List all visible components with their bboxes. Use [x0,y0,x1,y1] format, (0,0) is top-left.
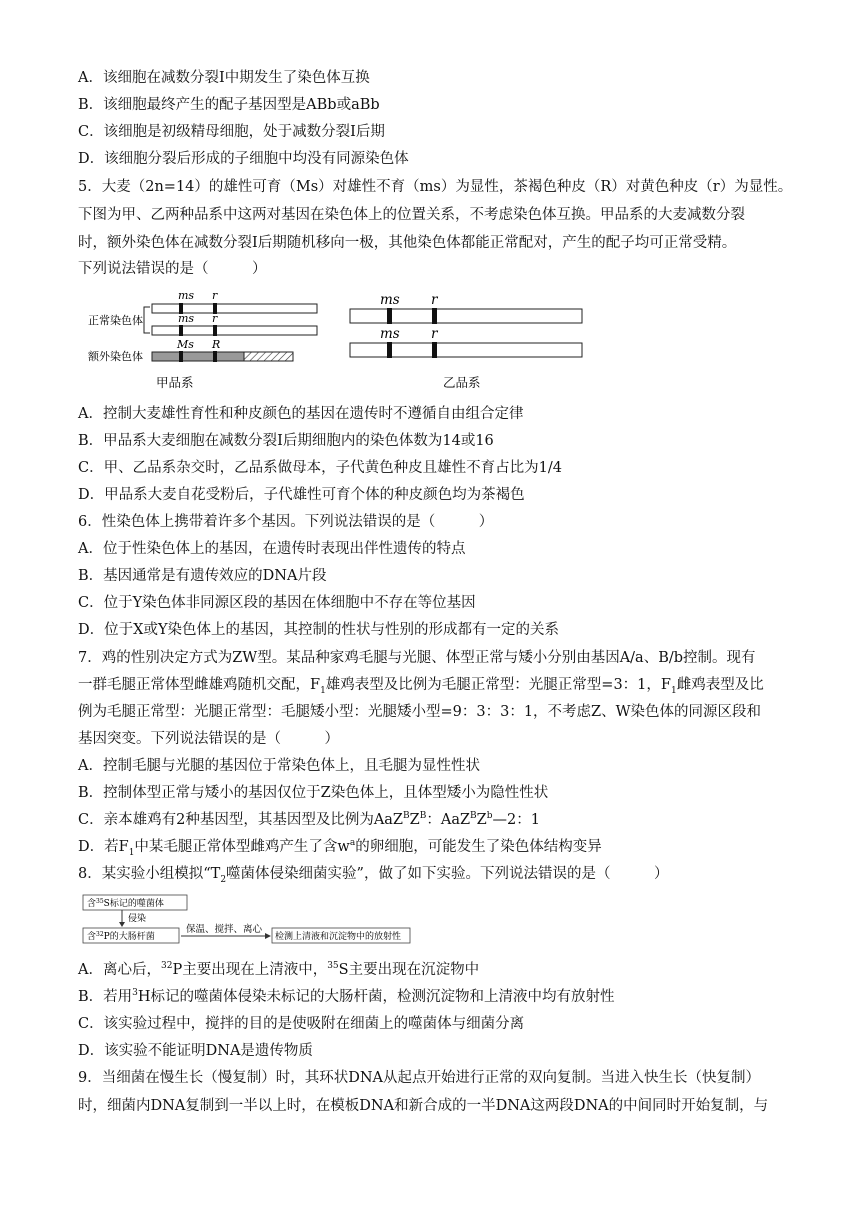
q8-option-d: D．该实验不能证明DNA是遗传物质 [78,1043,313,1059]
extra-chromosome-label: 额外染色体 [88,350,143,363]
locus-Ms [179,351,183,362]
q7-optc-sup3: B [470,811,477,822]
locus-ms-3 [387,308,392,324]
q7-stem-line-2 [78,675,764,695]
normal-chromosome-label: 正常染色体 [88,314,143,327]
q8-opta-sup1: 32 [160,961,173,972]
q7-stem-2c: 雌鸡表型及比 [676,677,764,693]
q7-sub-f1-a: 1 [320,685,326,696]
q6-option-c: C．位于Y染色体非同源区段的基因在体细胞中不存在等位基因 [78,595,476,611]
q8-opta-c: S主要出现在沉淀物中 [338,962,480,978]
gene-ms-label-3: ms [380,292,400,308]
q7-optc-b: Z [409,812,420,828]
q8-option-a [78,960,479,980]
yi-chromosome-2 [350,343,582,357]
gene-R-label: R [212,338,221,351]
q5-option-d: D．甲品系大麦自花受粉后，子代雄性可育个体的种皮颜色均为茶褐色 [78,487,525,503]
q5-stem-line-2: 下图为甲、乙两种品系中这两对基因在染色体上的位置关系，不考虑染色体互换。甲品系的大麦减数分裂 [78,207,745,223]
q8-optb-sup: 3 [132,988,138,999]
box-p32-ecoli-text: 含$^{32}$P的大肠杆菌 [87,930,155,942]
q6-stem: 6．性染色体上携带着许多个基因。下列说法错误的是（ ） [78,514,494,530]
normal-bracket [144,307,150,333]
q4-option-d: D．该细胞分裂后形成的子细胞中均没有同源染色体 [78,151,409,167]
q9-stem-line-1: 9．当细菌在慢生长（慢复制）时，其环状DNA从起点开始进行正常的双向复制。当进入快生长（快复制） [78,1070,761,1086]
normal-chromosome-1 [152,304,317,313]
q7-optd-b: 中某毛腿正常体型雌鸡产生了含w [134,839,350,855]
q5-option-c: C．甲、乙品系杂交时，乙品系做母本，子代黄色种皮且雄性不育占比为1/4 [78,460,562,476]
chromosome-figure [0,285,860,395]
locus-ms-4 [387,342,392,358]
q7-optd-c: 的卵细胞，可能发生了染色体结构变异 [355,839,602,855]
q8-opta-sup2: 35 [327,961,339,972]
q8-optb-a: B．若用 [78,989,133,1005]
result-label: 检测上清液和沉淀物中的放射性 [275,932,402,942]
locus-ms-2 [179,325,183,336]
extra-chromosome-solid [152,352,244,361]
infect-label: 侵染 [128,914,147,924]
q7-option-a: A．控制毛腿与光腿的基因位于常染色体上，且毛腿为显性性状 [78,758,480,774]
q9-stem-line-2: 时，细菌内DNA复制到一半以上时，在模板DNA和新合成的一半DNA这两段DNA的中间同时开始复制，与 [78,1098,769,1114]
locus-r-2 [213,325,217,336]
jia-strain-label: 甲品系 [156,375,194,390]
q8-optb-b: H标记的噬菌体侵染未标记的大肠杆菌，检测沉淀物和上清液中均有放射性 [137,989,615,1005]
q7-optc-sup4: b [486,811,493,822]
q7-option-b: B．控制体型正常与矮小的基因仅位于Z染色体上，且体型矮小为隐性性状 [78,785,549,801]
q7-option-c [78,810,540,830]
q6-option-a: A．位于性染色体上的基因，在遗传时表现出伴性遗传的特点 [78,541,466,557]
extra-chromosome-hatched [244,352,293,361]
q8-option-c: C．该实验过程中，搅拌的目的是使吸附在细菌上的噬菌体与细菌分离 [78,1016,525,1032]
gene-r-label-4: r [431,326,438,342]
gene-ms-label-2: ms [178,312,195,325]
q7-optc-sup1: B [403,811,410,822]
q5-option-b: B．甲品系大麦细胞在减数分裂Ⅰ后期细胞内的染色体数为14或16 [78,433,494,449]
infect-arrowhead [119,922,125,927]
q6-option-d: D．位于X或Y染色体上的基因，其控制的性状与性别的形成都有一定的关系 [78,622,560,638]
q8-stem-a: 8．某实验小组模拟“T [78,866,221,882]
q7-stem-line-4: 基因突变。下列说法错误的是（ ） [78,731,339,747]
q7-optc-e: —2：1 [492,812,540,828]
gene-Ms-label: Ms [177,338,194,351]
q7-optc-a: C．亲本雄鸡有2种基因型，其基因型及比例为AaZ [78,812,404,828]
normal-chromosome-2 [152,326,317,335]
q5-option-a: A．控制大麦雄性育性和种皮颜色的基因在遗传时不遵循自由组合定律 [78,406,524,422]
gene-r-label-3: r [431,292,438,308]
gene-r-label-2: r [212,312,218,325]
q7-option-d [78,837,602,857]
locus-r-3 [432,308,437,324]
q7-sub-f1-b: 1 [670,685,677,696]
q8-option-b [78,987,615,1007]
yi-chromosome-1 [350,309,582,323]
locus-R [213,351,217,362]
experiment-flow-figure [82,894,482,946]
gene-r-label-1: r [212,289,218,302]
q7-stem-2a: 一群毛腿正常体型雌雄鸡随机交配，F [78,677,321,693]
process-arrowhead [265,933,271,939]
gene-ms-label-1: ms [178,289,195,302]
q8-stem-sub: 2 [220,874,227,885]
q8-opta-b: P主要出现在上清液中， [172,962,328,978]
q7-stem-line-1: 7．鸡的性别决定方式为ZW型。某品种家鸡毛腿与光腿、体型正常与矮小分别由基因A/a、B/b控制。现有 [78,650,756,666]
q7-optd-sup: a [349,838,356,849]
q4-option-a: A．该细胞在减数分裂Ⅰ中期发生了染色体互换 [78,70,370,86]
q7-optc-d: Z [476,812,487,828]
yi-strain-label: 乙品系 [443,375,481,390]
q7-optd-sub: 1 [128,847,135,858]
q5-stem-line-3: 时，额外染色体在减数分裂Ⅰ后期随机移向一极，其他染色体都能正常配对，产生的配子均可正常受精。 [78,235,737,251]
q4-option-c: C．该细胞是初级精母细胞，处于减数分裂Ⅰ后期 [78,124,385,140]
q8-stem-b: 噬菌体侵染细菌实验”，做了如下实验。下列说法错误的是（ ） [226,866,669,882]
box-s35-phage-text: 含$^{35}$S标记的噬菌体 [87,897,164,909]
q5-stem-line-1: 5．大麦（2n=14）的雄性可育（Ms）对雄性不育（ms）为显性，茶褐色种皮（R）对黄色种皮（r）为显性。 [78,179,793,195]
q5-stem-line-4: 下列说法错误的是（ ） [78,261,267,277]
q4-option-b: B．该细胞最终产生的配子基因型是ABb或aBb [78,97,380,113]
q8-stem [78,864,668,884]
q7-stem-line-3: 例为毛腿正常型：光腿正常型：毛腿矮小型：光腿矮小型=9：3：3：1，不考虑Z、W染色体的同源区段和 [78,704,762,720]
q6-option-b: B．基因通常是有遗传效应的DNA片段 [78,568,327,584]
steps-label: 保温、搅拌、离心 [186,924,263,935]
q7-optc-sup2: B [419,811,427,822]
q8-opta-a: A．离心后， [78,962,161,978]
q7-stem-2b: 雄鸡表型及比例为毛腿正常型：光腿正常型=3：1，F [325,677,671,693]
q7-optc-c: ：AaZ [426,812,471,828]
locus-r-4 [432,342,437,358]
gene-ms-label-4: ms [380,326,400,342]
q7-optd-a: D．若F [78,839,129,855]
